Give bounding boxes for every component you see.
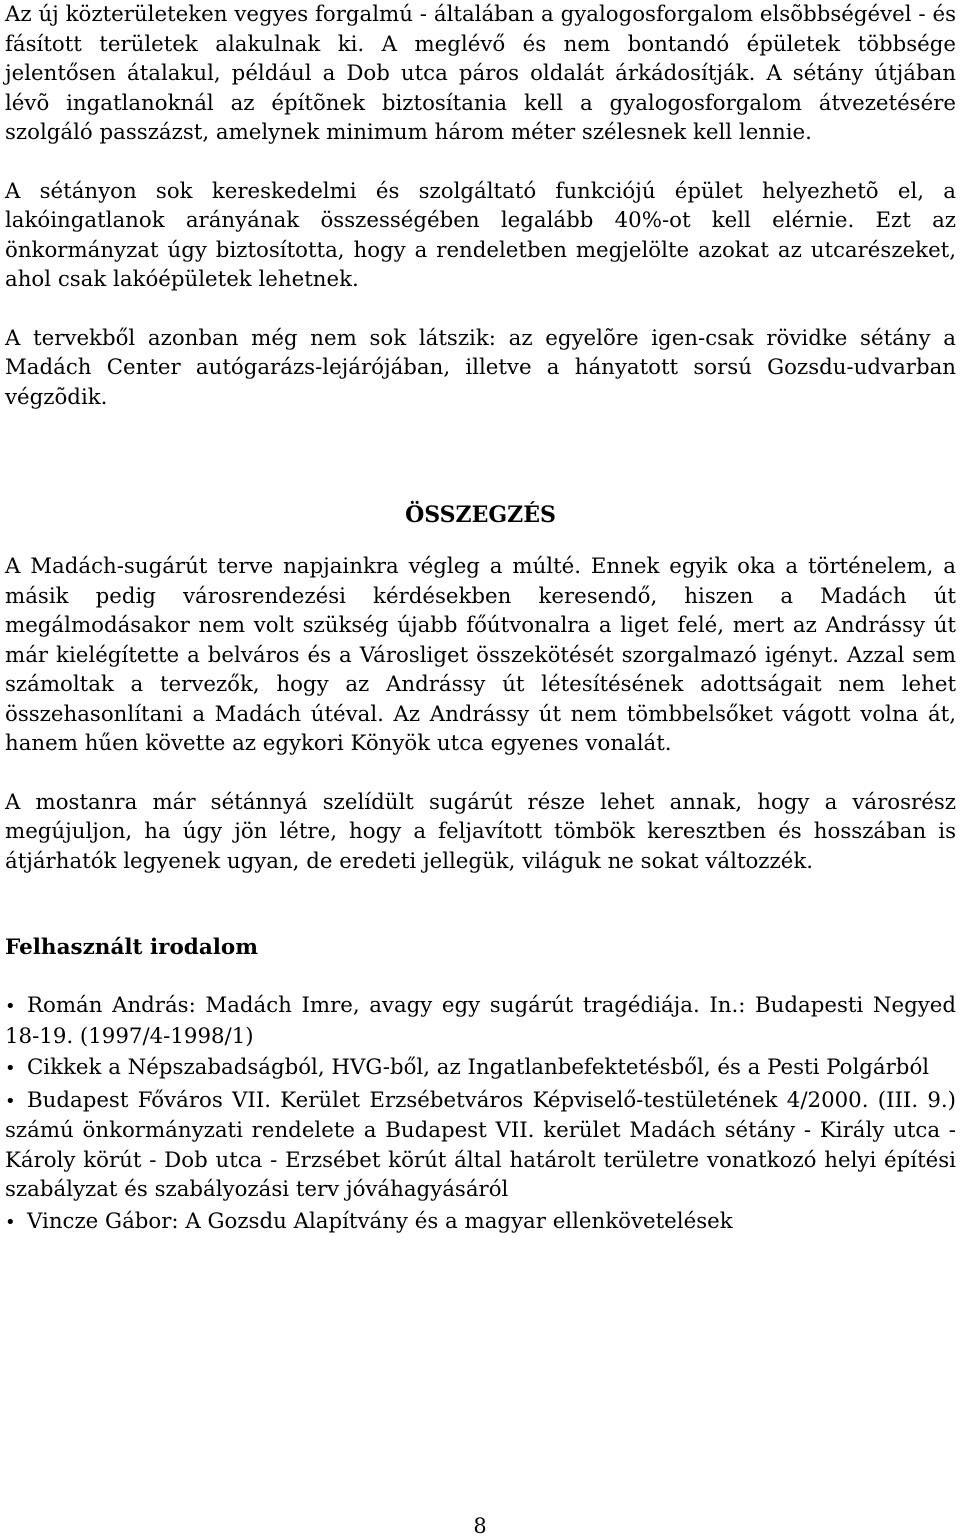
summary-paragraph-2: A mostanra már sétánnyá szelídült sugárút része lehet annak, hogy a városrész megújuljon, ha úgy jön létre, hogy a feljavított tömbök keresztben és hosszában is átjárhatók legyenek ugyan, de eredeti jellegük, világuk ne sokat változzék. [5, 789, 956, 874]
list-item-text: Román András: Madách Imre, avagy egy sugárút tragédiája. In.: Budapesti Negyed 18-19. (1997/4-1998/1) [5, 993, 956, 1049]
summary-heading: ÖSSZEGZÉS [405, 502, 556, 528]
bullet-icon: • [5, 1058, 16, 1079]
bullet-icon: • [5, 1211, 16, 1233]
paragraph-street-areas: Az új közterületeken vegyes forgalmú - általában a gyalogosforgalom elsõbbségével - és fásított területek alakulnak ki. A meglévő és nem bontandó épületek többsége jelentősen átalakul, például a Dob utca páros oldalát árkádosítják. A sétány útjában lévõ ingatlanoknál az építõnek biztosítania kell a gyalogosforgalom átvezetésére szolgáló passzázst, amelynek minimum három méter szélesnek kell lennie. [5, 2, 956, 145]
paragraph-promenade-functions: A sétányon sok kereskedelmi és szolgáltató funkciójú épület helyezhetõ el, a lakóingatlanok arányának összességében legalább 40%-ot kell elérnie. Ezt az önkormányzat úgy biztosította, hogy a rendeletben megjelölte azokat az utcarészeket, ahol csak lakóépületek lehetnek. [5, 178, 956, 292]
list-item-text: Vincze Gábor: A Gozsdu Alapítvány és a magyar ellenkövetelések [27, 1208, 733, 1234]
list-item [5, 1086, 956, 1205]
list-item [5, 991, 956, 1051]
paragraph-plans: A tervekből azonban még nem sok látszik: az egyelõre igen-csak rövidke sétány a Madách Center autógarázs-lejárójában, illetve a hányatott sorsú Gozsdu-udvarban végzõdik. [5, 325, 956, 410]
bullet-icon: • [5, 996, 16, 1017]
document-page [5, 0, 956, 1239]
page-number: 8 [473, 1514, 487, 1538]
bullet-icon: • [5, 1090, 16, 1112]
list-item [5, 1053, 956, 1084]
list-item [5, 1207, 956, 1238]
list-item-text: Cikkek a Népszabadságból, HVG-ből, az Ingatlanbefektetésből, és a Pesti Polgárból [27, 1055, 930, 1080]
summary-paragraph-1: A Madách-sugárút terve napjainkra végleg a múlté. Ennek egyik oka a történelem, a másik pedig városrendezési kérdésekben keresendő, hiszen a Madách út megálmodásakor nem volt szükség újabb főútvonalra a liget felé, mert az Andrássy út már kielégítette a belváros és a Városliget összekötését szorgalmazó igényt. Azzal sem számoltak a tervezők, hogy az Andrássy út létesítésének adottságait nem lehet összehasonlítani a Madách útéval. Az Andrássy út nem tömbbelsőket vágott volna át, hanem hűen követte az egykori Könyök utca egyenes vonalát. [5, 554, 956, 756]
list-item-text: Budapest Főváros VII. Kerület Erzsébetváros Képviselő-testületének 4/2000. (III. 9.) számú önkormányzati rendelete a Budapest VII. kerület Madách sétány - Király utca - Károly körút - Dob utca - Erzsébet körút által határolt területre vonatkozó helyi építési szabályzat és szabályozási terv jóváhagyásáról [5, 1087, 956, 1202]
literature-heading: Felhasznált irodalom [5, 935, 259, 960]
literature-list [5, 991, 956, 1237]
